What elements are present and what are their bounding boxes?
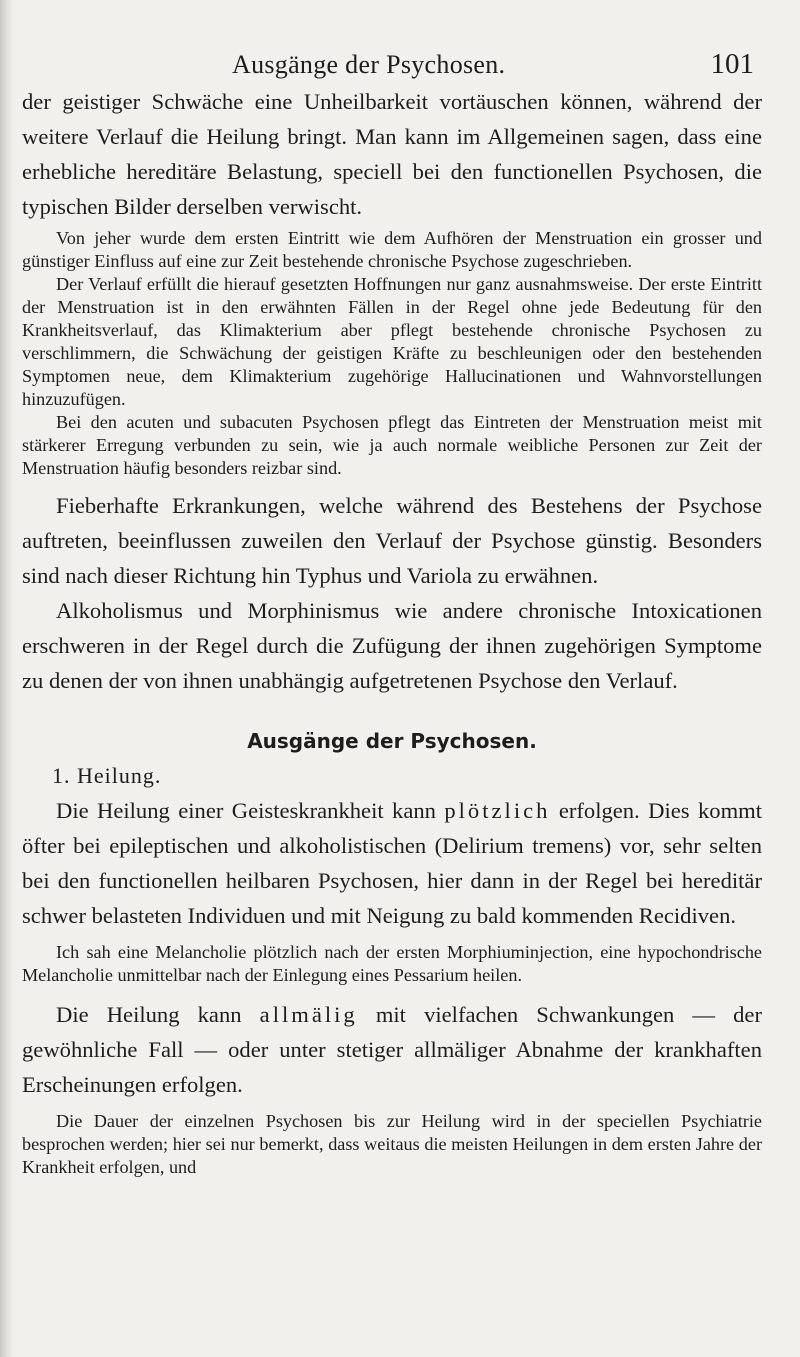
sub-heading: 1. Heilung. bbox=[52, 763, 162, 788]
paragraph-4: Bei den acuten und subacuten Psychosen pflegt das Eintreten der Menstruation meist mit stärkerer Erregung verbunden zu sein, wie ja auch normale weibliche Personen zur Zeit der Menstruation häufig besonders reizbar sind. bbox=[22, 412, 762, 478]
page-gutter-shadow bbox=[0, 0, 14, 1357]
paragraph-9 bbox=[22, 997, 762, 1102]
body-text bbox=[22, 84, 762, 1179]
paragraph-7 bbox=[22, 793, 762, 933]
paragraph-1: der geistiger Schwäche eine Unheilbarkeit vortäuschen können, während der weitere Verlauf die Heilung bringt. Man kann im Allgemeinen sagen, dass eine erhebliche hereditäre Belastung, speciell bei den functionellen Psychosen, die typischen Bilder derselben verwischt. bbox=[22, 89, 762, 219]
paragraph-9-emphasis: allmälig bbox=[259, 1002, 358, 1027]
paragraph-2: Von jeher wurde dem ersten Eintritt wie dem Aufhören der Menstruation ein grosser und günstiger Einfluss auf eine zur Zeit bestehende chronische Psychose zugeschrieben. bbox=[22, 228, 762, 271]
page-number: 101 bbox=[710, 48, 754, 80]
section-heading: Ausgänge der Psychosen. bbox=[247, 729, 537, 753]
paragraph-7-start: Die Heilung einer Geisteskrankheit kann bbox=[56, 798, 445, 823]
paragraph-9-start: Die Heilung kann bbox=[56, 1002, 260, 1027]
paragraph-10: Die Dauer der einzelnen Psychosen bis zur Heilung wird in der speciellen Psychiatrie besprochen werden; hier sei nur bemerkt, dass weitaus die meisten Heilungen in dem ersten Jahre der Krankheit erfolgen, und bbox=[22, 1111, 762, 1177]
paragraph-6: Alkoholismus und Morphinismus wie andere chronische Intoxicationen erschweren in der Regel durch die Zufügung der ihnen zugehörigen Symptome zu denen der von ihnen unabhängig aufgetretenen Psychose den Verlauf. bbox=[22, 598, 762, 693]
running-head: Ausgänge der Psychosen. bbox=[232, 50, 506, 79]
paragraph-8: Ich sah eine Melancholie plötzlich nach der ersten Morphiuminjection, eine hypochondrische Melancholie unmittelbar nach der Einlegung eines Pessarium heilen. bbox=[22, 942, 762, 985]
paragraph-9-end: mit vielfachen Schwankungen — der gewöhnliche Fall — oder unter stetiger allmäliger Abnahme der krankhaften Erscheinungen erfolgen. bbox=[22, 1002, 762, 1097]
paragraph-7-emphasis: plötzlich bbox=[444, 798, 551, 823]
paragraph-7-end: erfolgen. Dies kommt öfter bei epileptischen und alkoholistischen (Delirium tremens) vor, sehr selten bei den functionellen heilbaren Psychosen, hier dann in der Regel bei hereditär schwer belasteten Individuen und mit Neigung zu bald kommenden Recidiven. bbox=[22, 798, 762, 928]
paragraph-5: Fieberhafte Erkrankungen, welche während des Bestehens der Psychose auftreten, beeinflussen zuweilen den Verlauf der Psychose günstig. Besonders sind nach dieser Richtung hin Typhus und Variola zu erwähnen. bbox=[22, 493, 762, 588]
paragraph-3: Der Verlauf erfüllt die hierauf gesetzten Hoffnungen nur ganz ausnahmsweise. Der erste Eintritt der Menstruation ist in den erwähnten Fällen in der Regel ohne jede Bedeutung für den Krankheitsverlauf, das Klimakterium aber pflegt bestehende chronische Psychosen zu verschlimmern, die Schwächung der geistigen Kräfte zu beschleunigen oder den bestehenden Symptomen neue, dem Klimakterium zugehörige Hallucinationen und Wahnvorstellungen hinzuzufügen. bbox=[22, 274, 762, 409]
